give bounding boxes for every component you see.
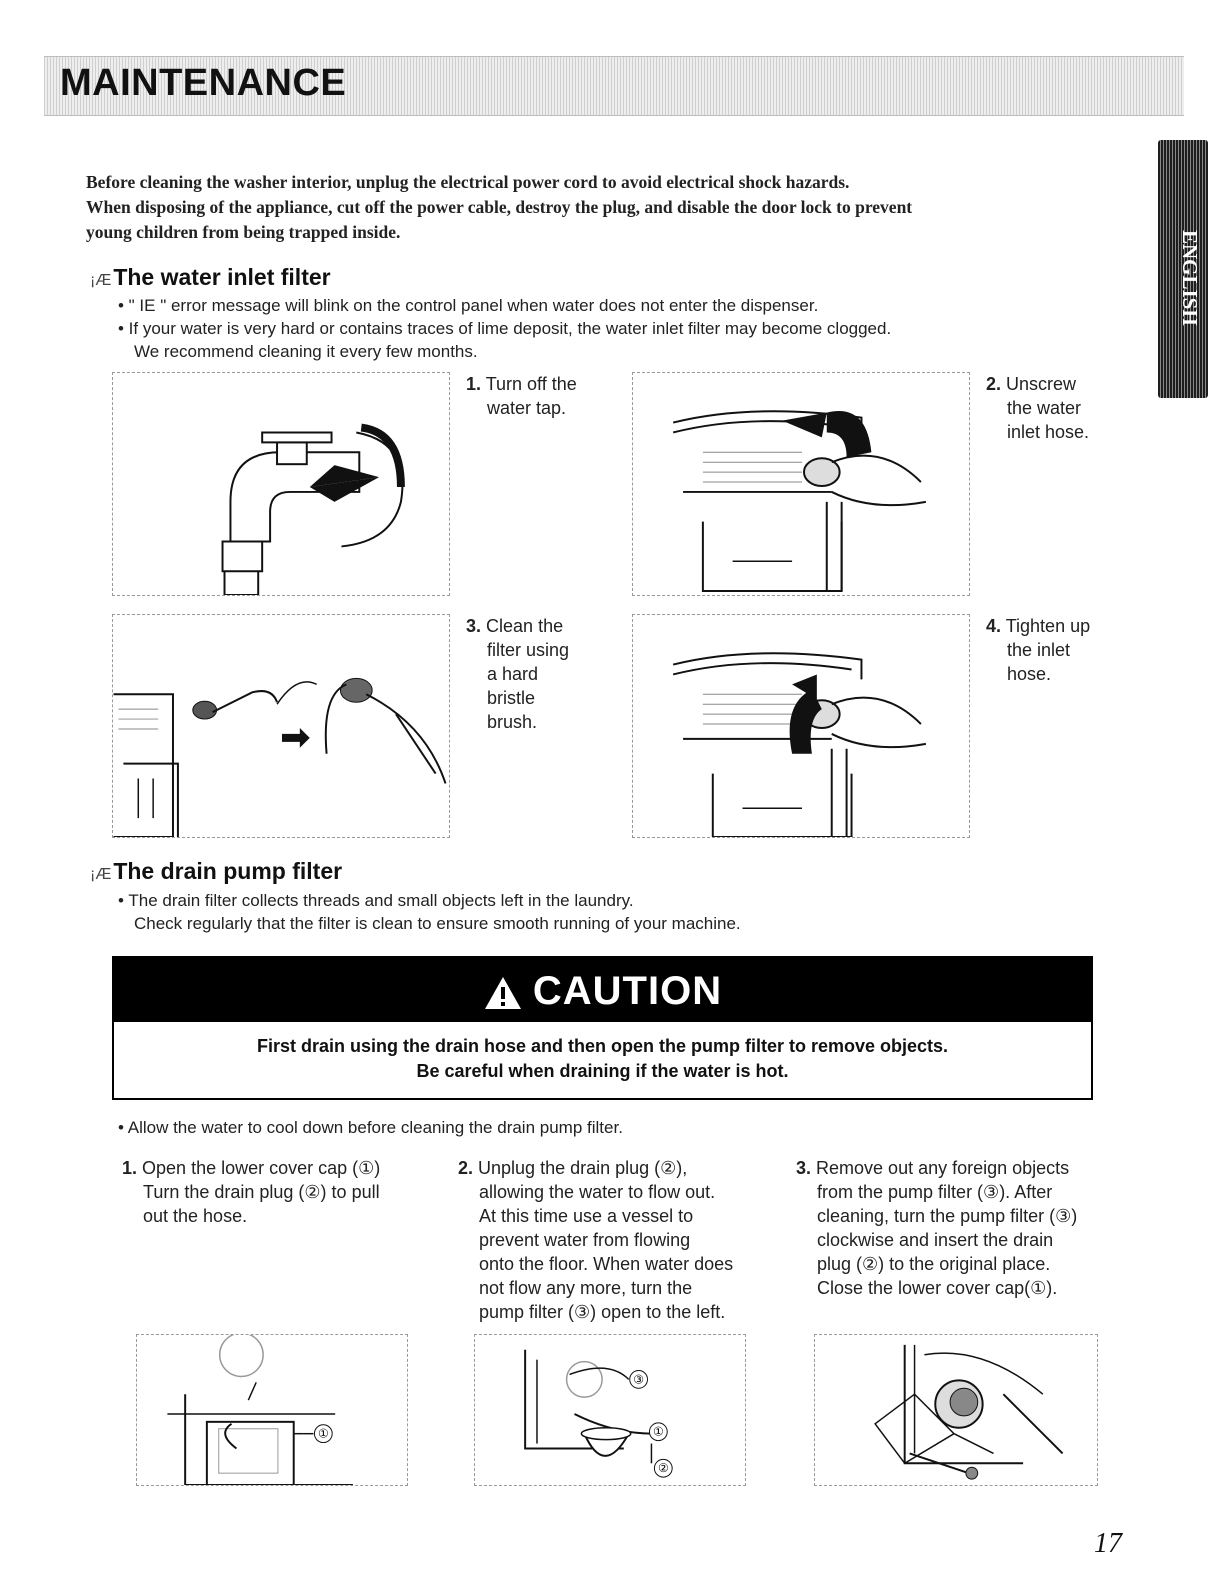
inlet-filter-notes: [118, 294, 1078, 363]
page-number: 17: [1094, 1528, 1122, 1559]
open-cover-cap-illustration: [137, 1335, 407, 1485]
language-tab: [1158, 140, 1208, 398]
section-marker: ¡Æ: [90, 272, 112, 289]
inlet-step-3: 3. Clean the filter using a hard bristle brush.: [466, 616, 570, 732]
inlet-step-2: 2. Unscrew the water inlet hose.: [986, 374, 1090, 442]
warning-line: Before cleaning the washer interior, unplug the electrical power cord to avoid electrical shock hazards.: [86, 172, 850, 192]
section-marker: ¡Æ: [90, 866, 112, 883]
callout-2: ②: [657, 1461, 669, 1476]
figure-water-tap: [112, 372, 450, 596]
drain-step-2: 2. Unplug the drain plug (②), allowing the water to flow out. At this time use a vessel to prevent water from flowing onto the floor. When water does not flow any more, turn the pump filter (③) open to the left.: [458, 1158, 734, 1322]
drain-step-1: 1. Open the lower cover cap (①) Turn the drain plug (②) to pull out the hose.: [122, 1158, 381, 1226]
figure-clean-filter: [112, 614, 450, 838]
callout-1: ①: [318, 1426, 329, 1441]
note-line: • The drain filter collects threads and small objects left in the laundry.: [118, 891, 634, 910]
note-line: • If your water is very hard or contains traces of lime deposit, the water inlet filter may become clogged.: [118, 319, 892, 338]
figure-drain-vessel: [474, 1334, 746, 1486]
tighten-hose-illustration: [633, 615, 969, 837]
callout-3: ③: [633, 1372, 644, 1387]
section-title: The water inlet filter: [113, 264, 331, 290]
note-line: • Allow the water to cool down before cleaning the drain pump filter.: [118, 1118, 623, 1137]
callout-1: ①: [653, 1424, 664, 1439]
warning-triangle-icon: [483, 975, 523, 1011]
close-cover-illustration: [815, 1335, 1097, 1485]
note-line: We recommend cleaning it every few months.: [134, 342, 478, 361]
figure-close-cover: [814, 1334, 1098, 1486]
water-tap-illustration: [113, 373, 449, 595]
caution-header: [114, 958, 1091, 1022]
cool-down-note: [118, 1116, 1018, 1139]
drain-filter-heading: [90, 858, 342, 885]
inlet-step-1: 1. Turn off the water tap.: [466, 374, 577, 418]
caution-box: [112, 956, 1093, 1100]
language-tab-label: ENGLISH: [1178, 230, 1202, 326]
caution-line: First drain using the drain hose and then open the pump filter to remove objects.: [256, 1036, 949, 1056]
safety-warning: [86, 170, 1126, 245]
warning-line: young children from being trapped inside.: [86, 222, 401, 242]
note-line: • " IE " error message will blink on the control panel when water does not enter the dispenser.: [118, 296, 819, 315]
page-title: MAINTENANCE: [60, 62, 347, 104]
figure-open-cover-cap: [136, 1334, 408, 1486]
clean-filter-illustration: [113, 615, 449, 837]
caution-line: Be careful when draining if the water is hot.: [416, 1061, 789, 1081]
inlet-step-4: 4. Tighten up the inlet hose.: [986, 616, 1091, 684]
caution-text: [114, 1022, 1091, 1084]
inlet-filter-heading: [90, 264, 331, 291]
figure-tighten-hose: [632, 614, 970, 838]
warning-line: When disposing of the appliance, cut off the power cable, destroy the plug, and disable the door lock to prevent: [86, 197, 913, 217]
note-line: Check regularly that the filter is clean to ensure smooth running of your machine.: [134, 914, 741, 933]
drain-filter-notes: [118, 889, 1018, 935]
section-title: The drain pump filter: [113, 858, 343, 884]
drain-step-3: 3. Remove out any foreign objects from the pump filter (③). After cleaning, turn the pump filter (③) clockwise and insert the drain plug (②) to the original place. Close the lower cover cap(①).: [796, 1158, 1078, 1298]
drain-vessel-illustration: [475, 1335, 745, 1485]
figure-unscrew-hose: [632, 372, 970, 596]
unscrew-hose-illustration: [633, 373, 969, 595]
caution-heading: CAUTION: [532, 969, 723, 1013]
